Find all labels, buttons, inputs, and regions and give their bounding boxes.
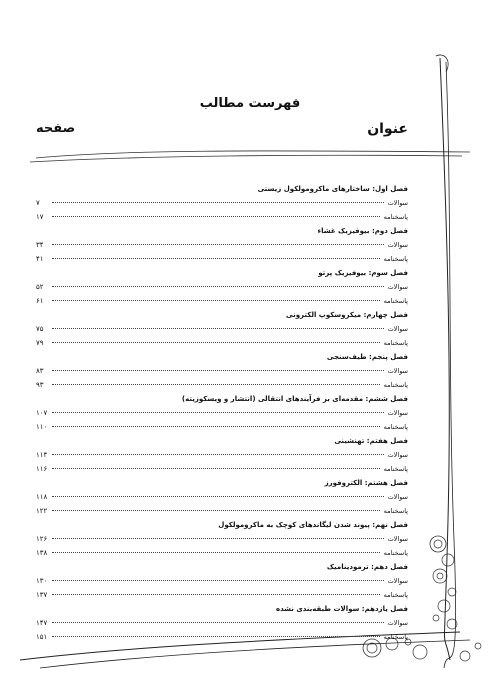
entry-page-number: ۹۳: [36, 381, 44, 389]
entry-page-number: ۱۱۰: [36, 423, 48, 431]
right-border-line-2: [444, 62, 456, 668]
deco-circle: [430, 536, 446, 552]
chapter-title[interactable]: فصل هفتم: تهنشینی: [334, 437, 408, 445]
toc-chapter: [36, 560, 408, 602]
dot-leader: [52, 496, 384, 497]
right-border-line: [440, 58, 450, 660]
toc-entry[interactable]: [36, 630, 408, 644]
dot-leader: [52, 454, 384, 455]
toc-entry[interactable]: [36, 420, 408, 434]
entry-label: سوالات: [387, 535, 408, 543]
dot-leader: [52, 510, 380, 511]
bottom-border-line-2: [40, 640, 470, 668]
toc-chapter: [36, 602, 408, 644]
dot-leader: [52, 244, 384, 245]
toc-entry[interactable]: [36, 448, 408, 462]
dot-leader: [52, 202, 384, 203]
top-right-flourish: [436, 55, 448, 72]
deco-circle: [438, 600, 450, 612]
toc-entry[interactable]: [36, 490, 408, 504]
entry-page-number: ۶۱: [36, 297, 44, 305]
entry-page-number: ۴۱: [36, 255, 44, 263]
chapter-title[interactable]: فصل ششم: مقدمه‌ای بر فرآیندهای انتقالی (انتشار و ویسکوزیته): [181, 395, 408, 403]
dot-leader: [52, 580, 384, 581]
deco-circle: [475, 643, 481, 649]
entry-label: پاسخنامه: [383, 633, 408, 641]
dot-leader: [52, 286, 384, 287]
entry-label: سوالات: [387, 325, 408, 333]
toc-entry[interactable]: [36, 616, 408, 630]
toc-entry[interactable]: [36, 238, 408, 252]
column-header-title: عنوان: [367, 121, 408, 137]
deco-circle: [460, 651, 470, 661]
entry-page-number: ۱۳۸: [36, 549, 48, 557]
deco-circle: [433, 569, 447, 583]
dot-leader: [52, 342, 380, 343]
dot-leader: [52, 636, 380, 637]
dot-leader: [52, 370, 384, 371]
chapter-title[interactable]: فصل اول: ساختارهای ماکرومولکول زیستی: [257, 185, 408, 193]
toc-entry[interactable]: [36, 504, 408, 518]
entry-page-number: ۱۲۲: [36, 507, 48, 515]
entry-page-number: ۱۰۷: [36, 409, 48, 417]
toc-chapter: [36, 350, 408, 392]
entry-label: پاسخنامه: [383, 465, 408, 473]
deco-circle: [367, 643, 377, 653]
deco-circle: [433, 615, 439, 621]
dot-leader: [52, 412, 384, 413]
toc-chapter: [36, 476, 408, 518]
entry-page-number: ۱۵۱: [36, 633, 48, 641]
deco-circle: [437, 573, 443, 579]
chapter-title[interactable]: فصل چهارم: میکروسکوپ الکترونی: [285, 311, 408, 319]
entry-page-number: ۱۴۷: [36, 619, 48, 627]
dot-leader: [52, 622, 384, 623]
entry-label: سوالات: [387, 451, 408, 459]
entry-page-number: ۱۱۴: [36, 451, 48, 459]
entry-page-number: ۱۳۰: [36, 577, 48, 585]
entry-label: سوالات: [387, 241, 408, 249]
toc-entry[interactable]: [36, 210, 408, 224]
deco-circle: [447, 619, 457, 629]
toc-entry[interactable]: [36, 336, 408, 350]
toc-entry[interactable]: [36, 406, 408, 420]
entry-label: پاسخنامه: [383, 213, 408, 221]
chapter-title[interactable]: فصل نهم: پیوند شدن لیگاندهای کوچک به ماکرومولکول: [218, 521, 408, 529]
entry-label: سوالات: [387, 283, 408, 291]
chapter-title[interactable]: فصل یازدهم: سوالات طبقه‌بندی نشده: [275, 605, 408, 613]
entry-label: پاسخنامه: [383, 423, 408, 431]
table-of-contents: [36, 182, 408, 644]
dot-leader: [52, 538, 384, 539]
dot-leader: [52, 300, 380, 301]
toc-entry[interactable]: [36, 252, 408, 266]
entry-label: سوالات: [387, 577, 408, 585]
chapter-title[interactable]: فصل دوم: بیوفیزیک غشاء: [317, 227, 408, 235]
entry-label: سوالات: [387, 493, 408, 501]
entry-page-number: ۸۳: [36, 367, 44, 375]
entry-label: سوالات: [387, 619, 408, 627]
entry-page-number: ۱۱۸: [36, 493, 48, 501]
entry-page-number: ۱۷: [36, 213, 44, 221]
toc-chapter: [36, 392, 408, 434]
toc-entry[interactable]: [36, 280, 408, 294]
entry-label: پاسخنامه: [383, 339, 408, 347]
entry-label: پاسخنامه: [383, 255, 408, 263]
toc-entry[interactable]: [36, 546, 408, 560]
deco-circle: [442, 554, 454, 566]
entry-page-number: ۷: [36, 199, 40, 207]
entry-page-number: ۷۵: [36, 325, 44, 333]
entry-label: سوالات: [387, 367, 408, 375]
entry-page-number: ۷۹: [36, 339, 44, 347]
entry-page-number: ۵۲: [36, 283, 44, 291]
chapter-title[interactable]: فصل دهم: ترمودینامیک: [326, 563, 408, 571]
dot-leader: [52, 426, 380, 427]
toc-entry[interactable]: [36, 322, 408, 336]
entry-page-number: ۱۱۶: [36, 465, 48, 473]
column-header-page: صفحه: [36, 121, 76, 136]
toc-chapter: [36, 266, 408, 308]
entry-label: پاسخنامه: [383, 591, 408, 599]
entry-label: پاسخنامه: [383, 507, 408, 515]
entry-page-number: ۳۴: [36, 241, 44, 249]
deco-circle: [448, 588, 456, 596]
toc-entry[interactable]: [36, 532, 408, 546]
dot-leader: [52, 594, 380, 595]
toc-chapter: [36, 182, 408, 224]
dot-leader: [52, 552, 380, 553]
toc-entry[interactable]: [36, 574, 408, 588]
toc-entry[interactable]: [36, 364, 408, 378]
toc-entry[interactable]: [36, 294, 408, 308]
toc-entry[interactable]: [36, 378, 408, 392]
toc-entry[interactable]: [36, 588, 408, 602]
dot-leader: [52, 328, 384, 329]
toc-chapter: [36, 224, 408, 266]
page-title: فهرست مطالب: [199, 96, 301, 111]
toc-chapter: [36, 434, 408, 476]
deco-circle: [434, 540, 442, 548]
entry-label: پاسخنامه: [383, 297, 408, 305]
toc-entry[interactable]: [36, 196, 408, 210]
deco-circle: [413, 645, 427, 659]
header-divider: [30, 151, 470, 162]
chapter-title[interactable]: فصل پنجم: طیف‌سنجی: [326, 353, 408, 361]
dot-leader: [52, 384, 380, 385]
toc-chapter: [36, 308, 408, 350]
entry-page-number: ۱۲۶: [36, 535, 48, 543]
chapter-title[interactable]: فصل هشتم: الکتروفورز: [324, 479, 408, 487]
entry-label: پاسخنامه: [383, 381, 408, 389]
entry-label: سوالات: [387, 409, 408, 417]
dot-leader: [52, 468, 380, 469]
chapter-title[interactable]: فصل سوم: بیوفیزیک پرتو: [318, 269, 408, 277]
dot-leader: [52, 258, 380, 259]
toc-entry[interactable]: [36, 462, 408, 476]
entry-page-number: ۱۳۷: [36, 591, 48, 599]
dot-leader: [52, 216, 380, 217]
toc-chapter: [36, 518, 408, 560]
entry-label: سوالات: [387, 199, 408, 207]
entry-label: پاسخنامه: [383, 549, 408, 557]
